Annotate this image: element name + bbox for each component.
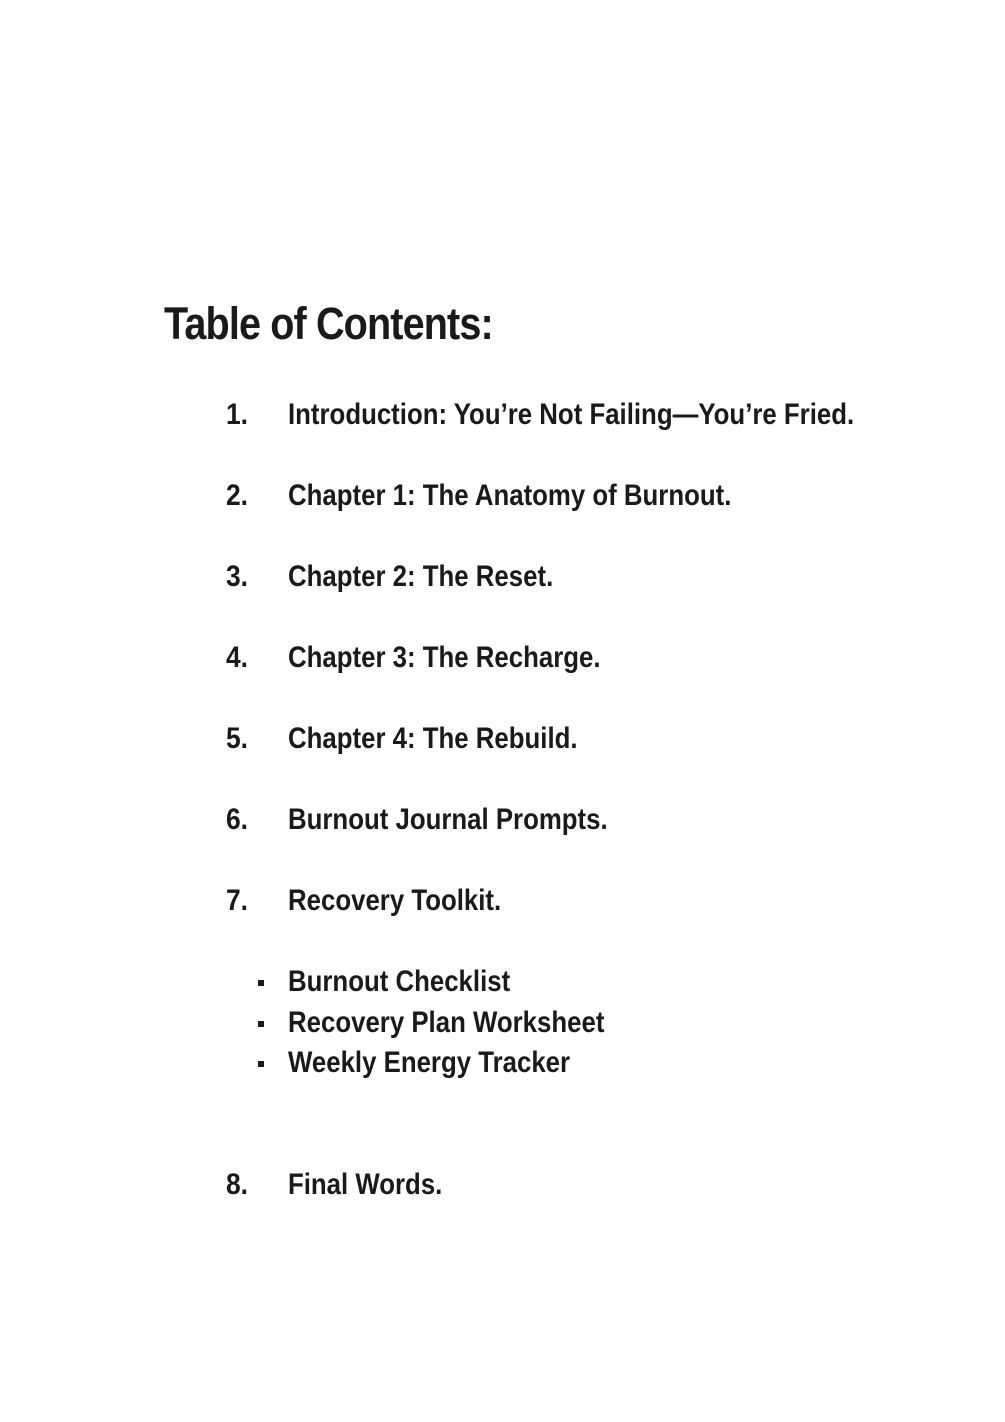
toc-item-label: Burnout Journal Prompts.: [288, 803, 608, 836]
toolkit-subitem: [0, 1006, 1005, 1046]
toc-item-label: Final Words.: [288, 1168, 443, 1201]
toc-item-label: Introduction: You’re Not Failing—You’re Fried.: [288, 398, 855, 431]
toc-item-label: Chapter 3: The Recharge.: [288, 641, 601, 674]
toc-item: [0, 479, 1005, 519]
toc-item-number: 8.: [226, 1168, 249, 1201]
toc-item: [0, 803, 1005, 843]
toc-item: [0, 722, 1005, 762]
toc-item-number: 2.: [226, 479, 249, 512]
toc-item-number: 6.: [226, 803, 249, 836]
toc-item-number: 5.: [226, 722, 249, 755]
page-title: Table of Contents:: [164, 298, 493, 349]
toolkit-subitem-label: Burnout Checklist: [288, 965, 511, 998]
toc-item-label: Chapter 2: The Reset.: [288, 560, 554, 593]
toc-item: [0, 884, 1005, 924]
toc-item-label: Chapter 4: The Rebuild.: [288, 722, 578, 755]
toolkit-subitem-label: Recovery Plan Worksheet: [288, 1006, 605, 1039]
toolkit-subitem: [0, 1046, 1005, 1086]
toc-item-number: 1.: [226, 398, 249, 431]
toolkit-subitem-label: Weekly Energy Tracker: [288, 1046, 571, 1079]
toc-item-number: 3.: [226, 560, 249, 593]
toc-item-number: 4.: [226, 641, 249, 674]
toolkit-subitem: [0, 965, 1005, 1005]
square-bullet-icon: [258, 980, 264, 986]
toc-item-number: 7.: [226, 884, 249, 917]
square-bullet-icon: [258, 1021, 264, 1027]
toc-item: [0, 1168, 1005, 1208]
toc-item-label: Chapter 1: The Anatomy of Burnout.: [288, 479, 732, 512]
square-bullet-icon: [258, 1061, 264, 1067]
toc-item: [0, 560, 1005, 600]
toc-item-label: Recovery Toolkit.: [288, 884, 502, 917]
toc-item: [0, 641, 1005, 681]
toc-item: [0, 398, 1005, 438]
